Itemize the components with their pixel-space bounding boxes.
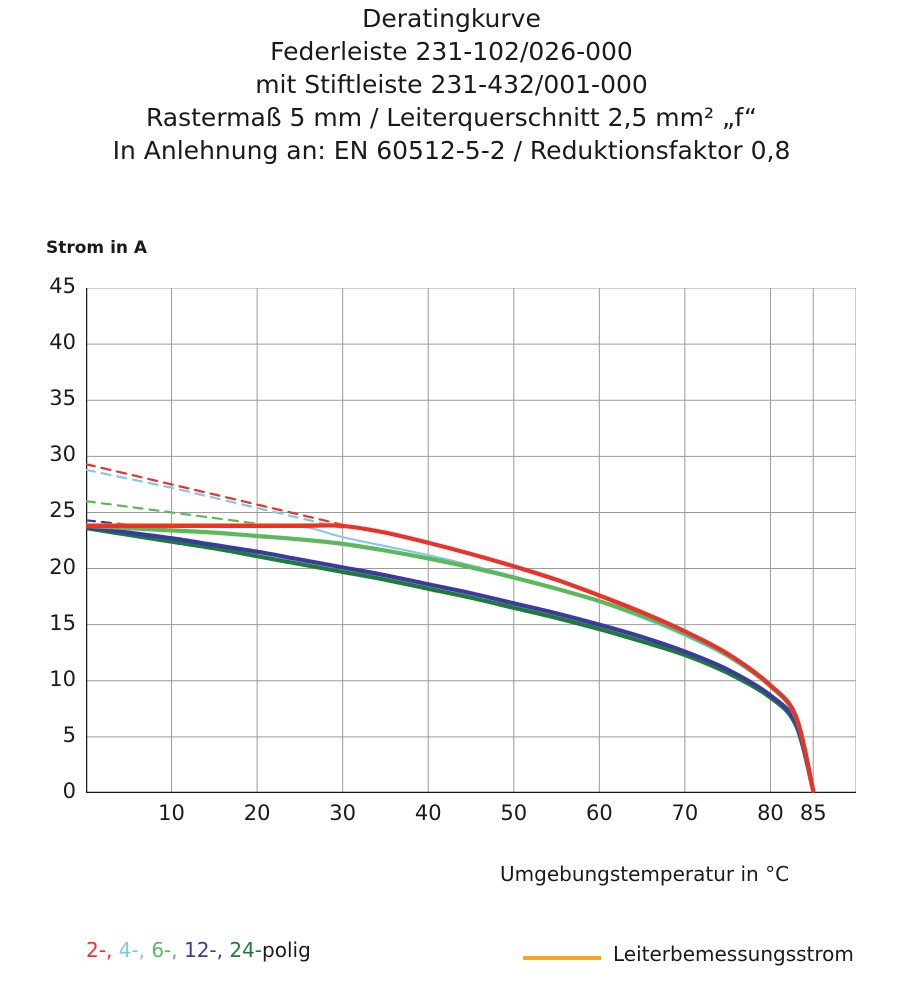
series-12-polig: [86, 527, 813, 791]
x-tick-40: 40: [414, 801, 442, 825]
y-axis-title: Strom in A: [46, 238, 148, 258]
x-tick-50: 50: [500, 801, 528, 825]
y-tick-30: 30: [49, 442, 76, 467]
title-line-1: Deratingkurve: [362, 4, 541, 33]
legend-pole-segment-4: 24-: [229, 938, 263, 962]
legend-rated-current-swatch: [523, 956, 601, 960]
legend-rated-current-label: Leiterbemessungsstrom: [613, 942, 854, 966]
x-tick-20: 20: [243, 801, 271, 825]
y-tick-40: 40: [49, 330, 76, 355]
x-tick-60: 60: [585, 801, 613, 825]
y-tick-0: 0: [62, 779, 76, 803]
y-tick-5: 5: [62, 722, 76, 747]
y-tick-45: 45: [49, 274, 76, 298]
title-line-4: Rastermaß 5 mm / Leiterquerschnitt 2,5 mm² „f“: [145, 103, 758, 132]
x-tick-80: 80: [757, 801, 784, 825]
legend-pole-segment-5: polig: [262, 938, 311, 962]
y-tick-20: 20: [49, 554, 76, 579]
chart-legend: [86, 938, 886, 978]
x-tick-70: 70: [671, 801, 699, 825]
x-tick-85: 85: [799, 801, 827, 825]
x-tick-10: 10: [158, 801, 185, 825]
chart-title-block: [0, 2, 903, 167]
y-tick-10: 10: [49, 666, 76, 691]
chart-svg: [86, 288, 856, 793]
y-tick-15: 15: [49, 610, 76, 635]
series-2-polig-extrapolation: [86, 464, 343, 525]
y-tick-35: 35: [49, 386, 76, 411]
x-tick-30: 30: [329, 801, 357, 825]
title-line-3: mit Stiftleiste 231-432/001-000: [255, 70, 648, 99]
legend-pole-segment-3: 12-,: [183, 938, 230, 962]
legend-poles: [86, 938, 311, 962]
legend-pole-segment-0: 2-,: [86, 938, 119, 962]
derating-chart-plot: [86, 288, 856, 793]
series-4-polig-extrapolation: [86, 470, 343, 528]
title-line-2: Federleiste 231-102/026-000: [270, 37, 633, 66]
y-tick-25: 25: [49, 498, 76, 523]
legend-pole-segment-1: 4-,: [118, 938, 152, 962]
x-axis-title: Umgebungstemperatur in °C: [500, 862, 790, 886]
legend-pole-segment-2: 6-,: [151, 938, 184, 962]
title-line-5: In Anlehnung an: EN 60512-5-2 / Reduktionsfaktor 0,8: [112, 136, 791, 165]
